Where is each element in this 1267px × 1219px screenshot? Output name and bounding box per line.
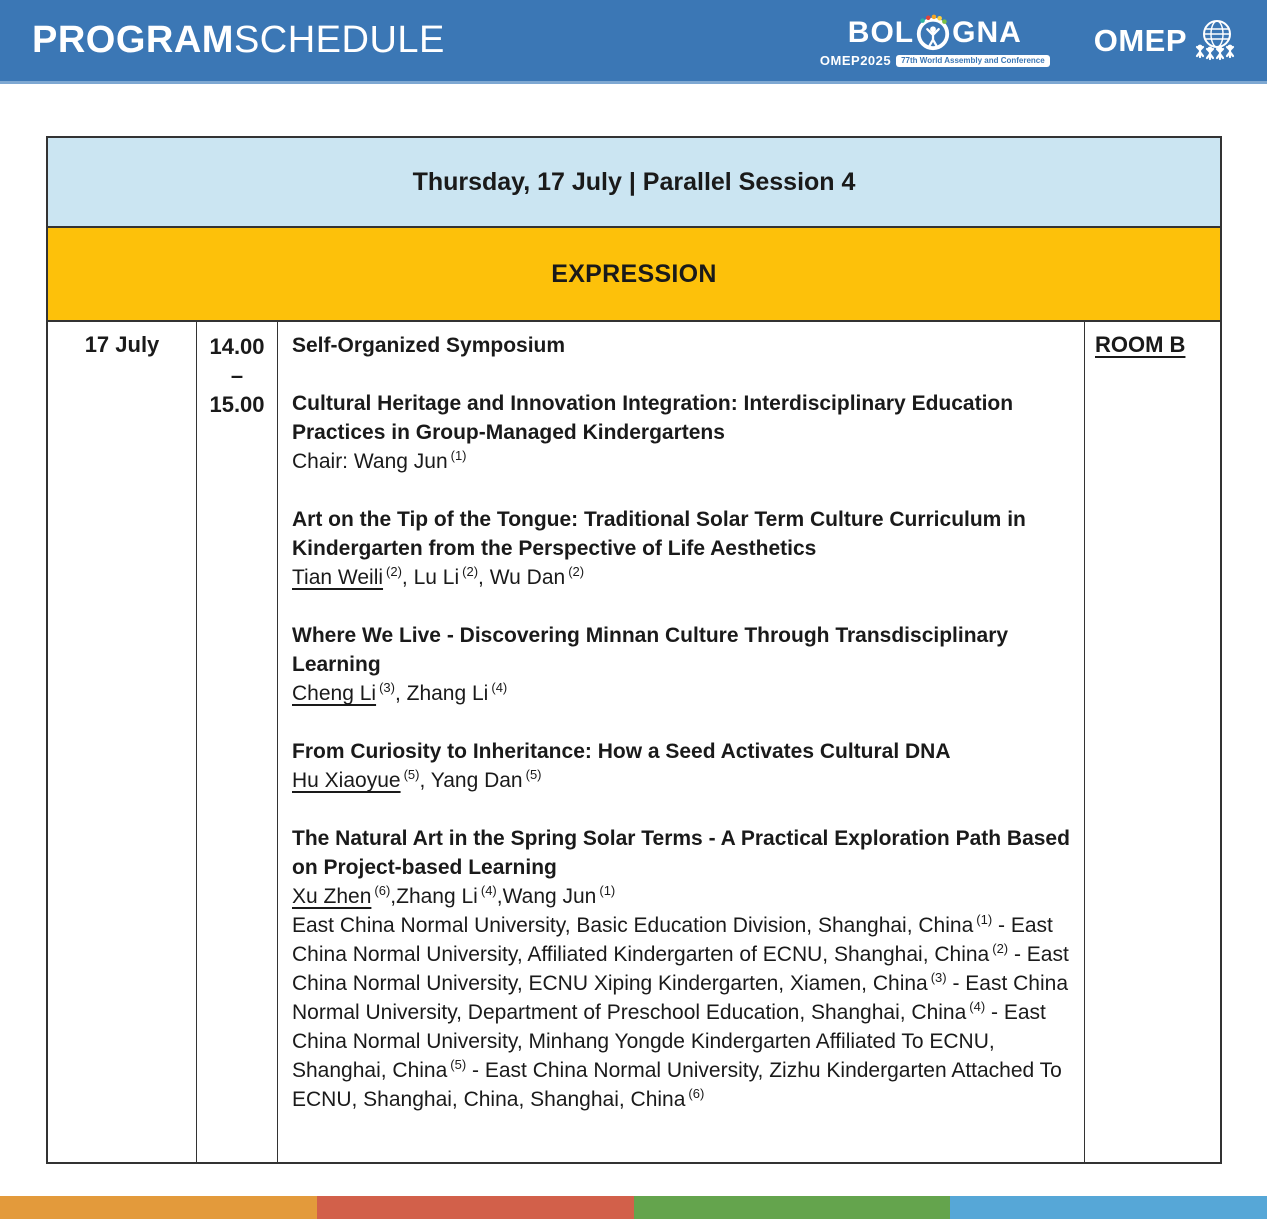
bologna-logo-wordmark: [848, 14, 1022, 52]
author-name: Tian Weili: [292, 566, 384, 589]
block-title: Art on the Tip of the Tongue: Traditional Solar Term Culture Curriculum in Kindergarten from the Perspective of Life Aesthetics: [292, 508, 1026, 560]
logo-group: [820, 14, 1239, 67]
chair-line: Chair: Wang Jun $^{(1)}$: [292, 448, 467, 473]
time-cell: [197, 322, 278, 1162]
session-header-text: Thursday, 17 July | Parallel Session 4: [412, 167, 856, 196]
session-body-row: [48, 322, 1220, 1162]
authors-line: Xu Zhen $^{(6)}$,Zhang Li $^{(4)}$,Wang Jun $^{(1)}$: [292, 883, 616, 908]
author-name: Xu Zhen: [292, 885, 372, 908]
author-name: Wu Dan: [489, 566, 566, 589]
page-title-schedule: SCHEDULE: [233, 19, 445, 61]
omep-globe-icon: [1193, 17, 1239, 65]
time-dash: –: [230, 363, 244, 388]
authors-line: Hu Xiaoyue $^{(5)}$, Yang Dan $^{(5)}$: [292, 767, 542, 792]
conference-badge: 77th World Assembly and Conference: [896, 55, 1050, 67]
session-content-cell: [278, 322, 1085, 1162]
bologna-logo: [820, 14, 1050, 67]
time-end: 15.00: [209, 392, 265, 417]
program-block: [292, 737, 1070, 795]
top-header-bar: [0, 0, 1267, 84]
schedule-table: [46, 136, 1222, 1164]
session-blocks: [292, 331, 1070, 911]
date-cell: [48, 322, 197, 1162]
program-block: [292, 389, 1070, 476]
session-type-heading: [292, 331, 1070, 360]
session-header-row: [48, 138, 1220, 228]
block-title: Where We Live - Discovering Minnan Culture Through Transdisciplinary Learning: [292, 624, 1009, 676]
room-cell: [1085, 322, 1220, 1162]
author-name: Hu Xiaoyue: [292, 769, 401, 792]
author-name: Lu Li: [413, 566, 460, 589]
bologna-logo-subline: [820, 54, 1050, 67]
page-title-program: PROGRAM: [32, 19, 234, 61]
block-title: From Curiosity to Inheritance: How a Seed Activates Cultural DNA: [292, 740, 951, 763]
footer-stripes: [0, 1196, 1267, 1219]
program-block: [292, 621, 1070, 708]
authors-line: Cheng Li $^{(3)}$, Zhang Li $^{(4)}$: [292, 680, 508, 705]
bologna-text-right: GNA: [952, 16, 1022, 49]
bologna-o-icon: [914, 14, 952, 52]
bologna-text-left: BOL: [847, 16, 915, 49]
footer-stripe-1: [0, 1196, 317, 1219]
block-title: Cultural Heritage and Innovation Integration: Interdisciplinary Education Practices in Group-Managed Kindergartens: [292, 392, 1014, 444]
track-name: EXPRESSION: [551, 259, 717, 288]
author-name: Zhang Li: [396, 885, 478, 908]
block-title: Self-Organized Symposium: [292, 334, 566, 357]
author-name: Cheng Li: [292, 682, 377, 705]
footer-stripe-2: [317, 1196, 634, 1219]
footer-stripe-3: [634, 1196, 951, 1219]
author-name: Yang Dan: [430, 769, 523, 792]
time-start: 14.00: [209, 334, 265, 359]
page-title: [32, 19, 445, 62]
date-text: 17 July: [84, 332, 160, 357]
program-block: [292, 824, 1070, 911]
affiliations-paragraph: East China Normal University, Basic Education Division, Shanghai, China $^{(1)}$ - East China Normal University, Affiliated Kindergarten of ECNU, Shanghai, China $^{(2)}$ - East China Normal University, ECNU Xiping Kindergarten, Xiamen, China $^{(3)}$ - East China Normal University, Department of Preschool Education, Shanghai, China $^{(4)}$ - East China Normal University, Minhang Yongde Kindergarten Affiliated To ECNU, Shanghai, China $^{(5)}$ - East China Normal University, Zizhu Kindergarten Attached To ECNU, Shanghai, China, Shanghai, China $^{(6)}$: [292, 912, 1069, 1111]
author-name: Wang Jun: [502, 885, 597, 908]
authors-line: Tian Weili $^{(2)}$, Lu Li $^{(2)}$, Wu Dan $^{(2)}$: [292, 564, 585, 589]
omep2025-text: OMEP2025: [819, 53, 892, 68]
omep-logo: [1094, 17, 1239, 65]
footer-stripe-4: [950, 1196, 1267, 1219]
room-label: ROOM B: [1095, 332, 1186, 357]
omep-text: OMEP: [1093, 22, 1187, 58]
program-block: [292, 505, 1070, 592]
track-row: [48, 228, 1220, 322]
author-name: Zhang Li: [406, 682, 489, 705]
block-title: The Natural Art in the Spring Solar Terms - A Practical Exploration Path Based on Project-based Learning: [292, 827, 1070, 879]
